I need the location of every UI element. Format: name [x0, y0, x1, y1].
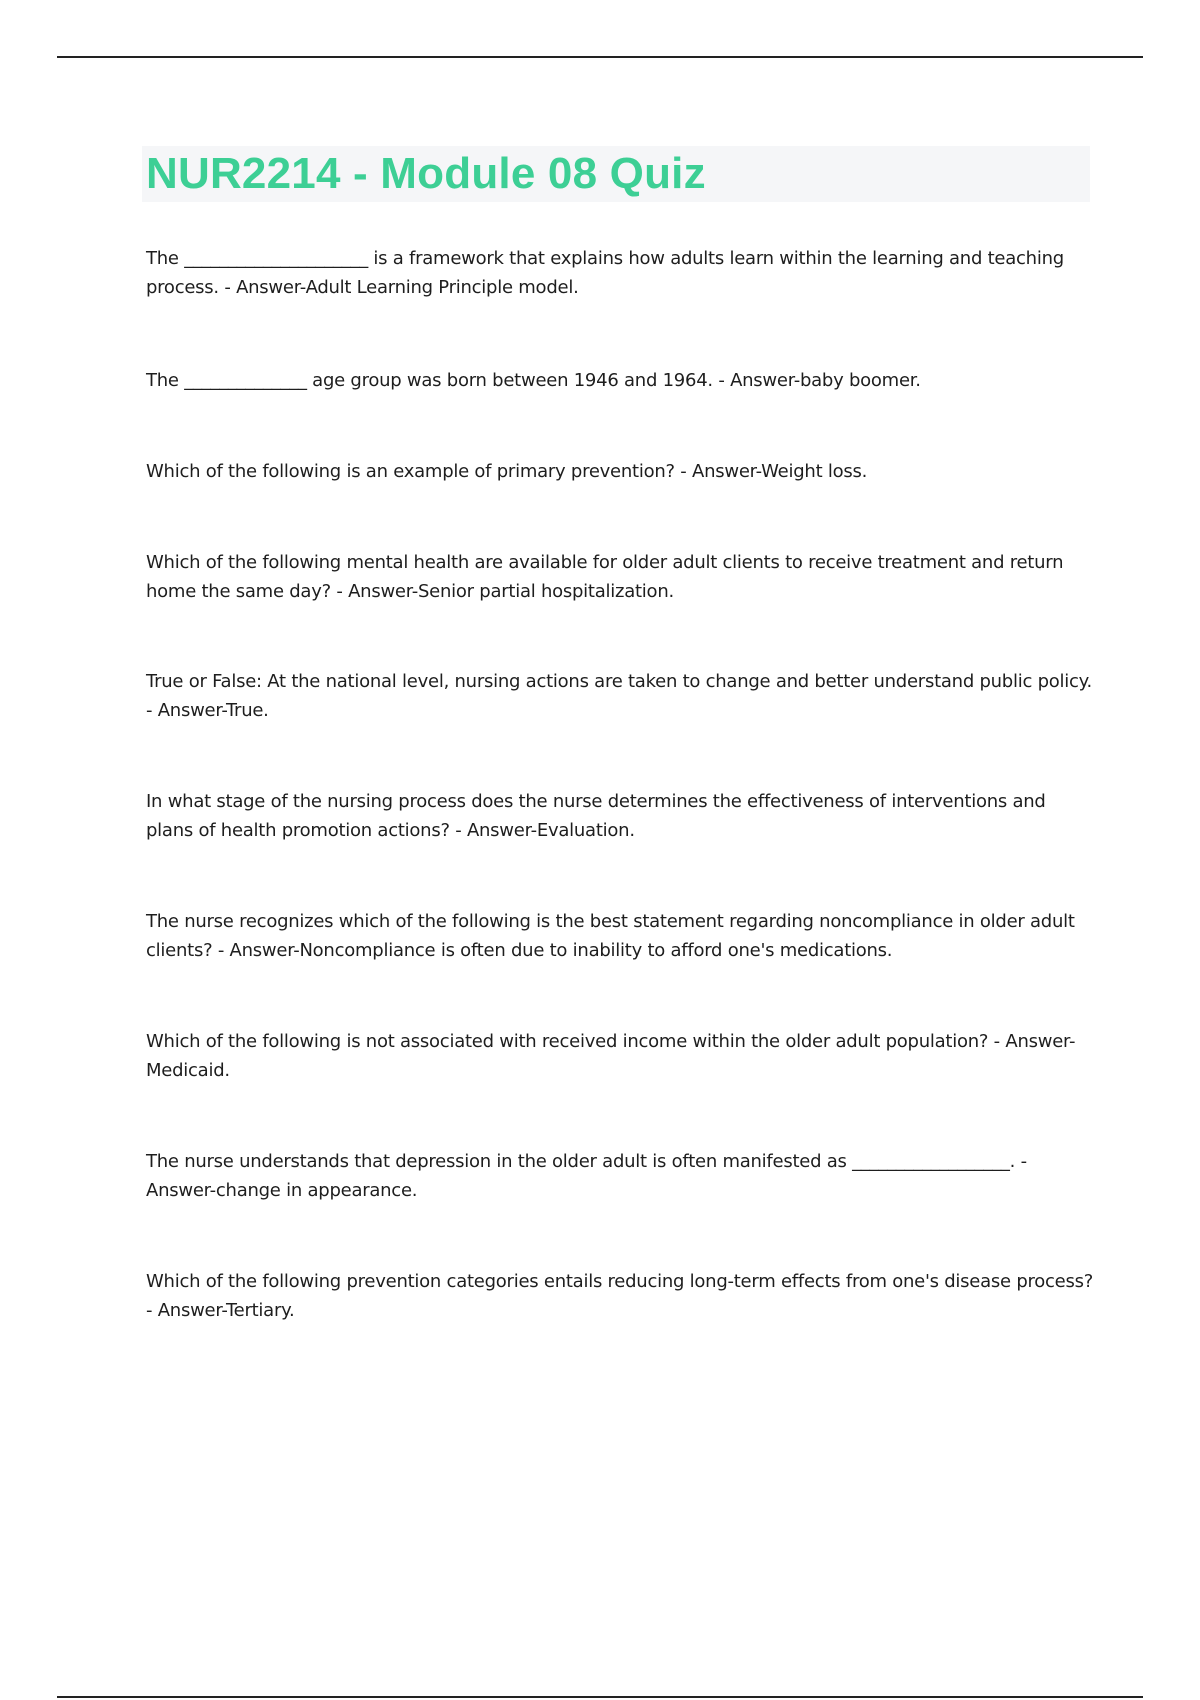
- qa-item: The nurse recognizes which of the following is the best statement regarding noncompliance in older adult clients? - Answer-Noncompliance is often due to inability to afford one's medications.: [146, 911, 1075, 961]
- qa-item: Which of the following is not associated with received income within the older adult population? - Answer-Medicaid.: [146, 1031, 1076, 1081]
- header-rule: [57, 56, 1143, 58]
- qa-item: In what stage of the nursing process does the nurse determines the effectiveness of interventions and plans of health promotion actions? - Answer-Evaluation.: [146, 791, 1046, 841]
- page-title: NUR2214 - Module 08 Quiz: [146, 149, 706, 198]
- qa-item: The _____________________ is a framework that explains how adults learn within the learning and teaching process. - Answer-Adult Learning Principle model.: [146, 248, 1064, 298]
- qa-item: Which of the following is an example of primary prevention? - Answer-Weight loss.: [146, 461, 868, 482]
- footer-rule: [57, 1696, 1143, 1698]
- qa-item: Which of the following mental health are available for older adult clients to receive treatment and return home the same day? - Answer-Senior partial hospitalization.: [146, 552, 1064, 602]
- qa-item: The nurse understands that depression in the older adult is often manifested as __________________. - Answer-change in appearance.: [146, 1151, 1027, 1201]
- qa-item: True or False: At the national level, nursing actions are taken to change and better understand public policy. - Answer-True.: [146, 671, 1092, 721]
- qa-item: Which of the following prevention categories entails reducing long-term effects from one's disease process? - Answer-Tertiary.: [146, 1271, 1094, 1321]
- qa-item: The ______________ age group was born between 1946 and 1964. - Answer-baby boomer.: [146, 370, 921, 391]
